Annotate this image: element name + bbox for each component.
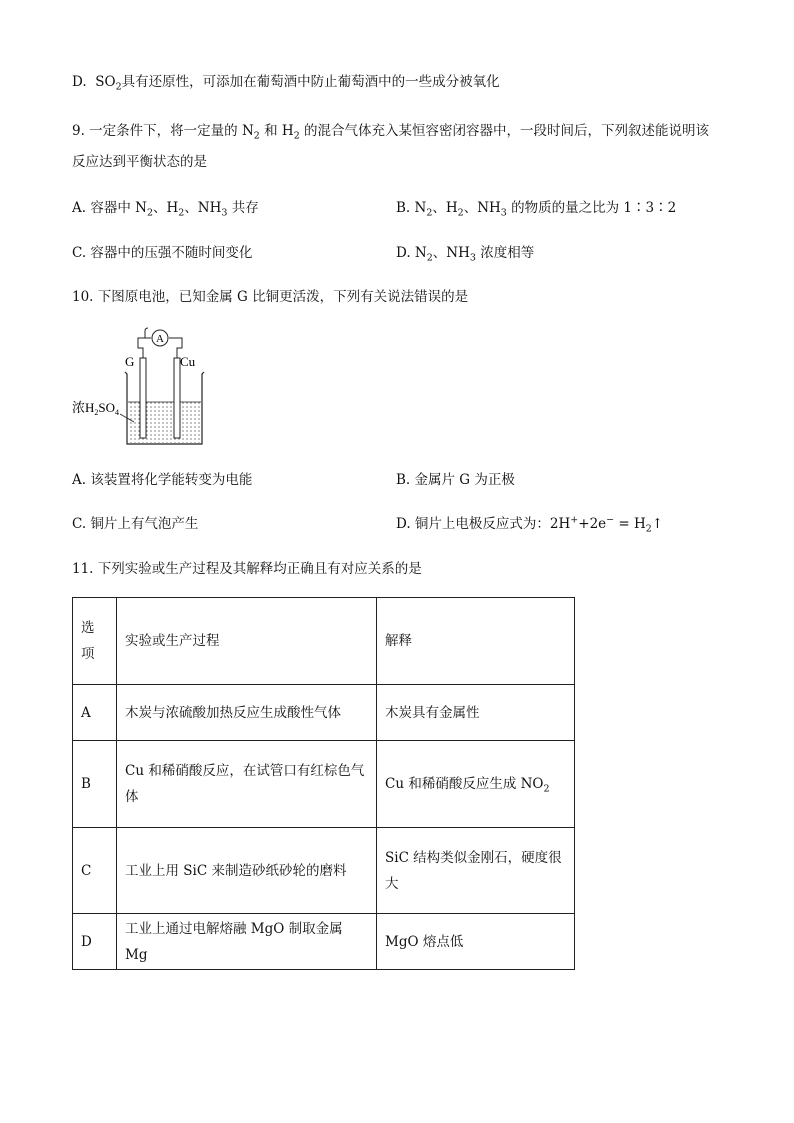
row-a-option: A xyxy=(73,685,117,741)
electrolyte-label: 浓$H_2SO_4$ xyxy=(72,400,120,417)
q9-option-b: B. $N_2$、$H_2$、$NH_3$ 的物质的量之比为 1∶3∶2 xyxy=(396,200,677,219)
q10-stem: 10. 下图原电池，已知金属 G 比铜更活泼，下列有关说法错误的是 xyxy=(72,289,469,305)
row-d-process: 工业上通过电解熔融 MgO 制取金属 Mg xyxy=(117,914,377,970)
electrode-cu-label: Cu xyxy=(180,354,196,369)
galvanic-cell-svg xyxy=(70,326,210,451)
row-d-explanation: MgO 熔点低 xyxy=(377,914,575,970)
q10-option-d: D. 铜片上电极反应式为：$2H^++2e^- = H_2↑$ xyxy=(396,514,664,535)
ammeter-label: A xyxy=(156,333,164,345)
q10-option-b: B. 金属片 G 为正极 xyxy=(396,472,515,488)
table-row xyxy=(73,828,575,914)
header-explanation: 解释 xyxy=(377,598,575,685)
row-d-option: D xyxy=(73,914,117,970)
wire-top xyxy=(145,328,148,338)
header-option: 选 项 xyxy=(73,598,117,685)
row-a-explanation: 木炭具有金属性 xyxy=(377,685,575,741)
row-b-process: Cu 和稀硝酸反应，在试管口有红棕色气 体 xyxy=(117,741,377,828)
header-process: 实验或生产过程 xyxy=(117,598,377,685)
row-c-process: 工业上用 SiC 来制造砂纸砂轮的磨料 xyxy=(117,828,377,914)
table-row xyxy=(73,914,575,970)
table-row xyxy=(73,685,575,741)
q9-stem-line1: 9. 一定条件下，将一定量的 $N_2$ 和 $H_2$ 的混合气体充入某恒容密闭容器中，一段时间后，下列叙述能说明该 xyxy=(72,123,710,142)
electrode-g-label: G xyxy=(125,354,135,369)
row-b-explanation: Cu 和稀硝酸反应生成 $NO_2$ xyxy=(377,741,575,828)
q11-table xyxy=(72,597,575,970)
wire-left xyxy=(138,338,151,358)
q11-stem: 11. 下列实验或生产过程及其解释均正确且有对应关系的是 xyxy=(72,561,422,577)
q10-option-a: A. 该装置将化学能转变为电能 xyxy=(72,472,253,488)
electrode-cu xyxy=(174,358,180,438)
row-b-option: B xyxy=(73,741,117,828)
row-c-option: C xyxy=(73,828,117,914)
q9-stem-line2: 反应达到平衡状态的是 xyxy=(72,154,207,170)
q9-option-d: D. $N_2$、$NH_3$ 浓度相等 xyxy=(396,245,535,264)
row-a-process: 木炭与浓硫酸加热反应生成酸性气体 xyxy=(117,685,377,741)
galvanic-cell-diagram xyxy=(70,326,210,451)
q9-option-c: C. 容器中的压强不随时间变化 xyxy=(72,245,253,261)
q8-option-d: D. $SO_2$具有还原性，可添加在葡萄酒中防止葡萄酒中的一些成分被氧化 xyxy=(72,74,500,93)
q9-option-a: A. 容器中 $N_2$、$H_2$、$NH_3$ 共存 xyxy=(72,200,259,219)
table-header-row xyxy=(73,598,575,685)
electrode-g xyxy=(140,358,146,438)
electrolyte-solution xyxy=(128,402,201,443)
table-row xyxy=(73,741,575,828)
row-c-explanation: SiC 结构类似金刚石，硬度很 大 xyxy=(377,828,575,914)
q10-option-c: C. 铜片上有气泡产生 xyxy=(72,516,199,532)
